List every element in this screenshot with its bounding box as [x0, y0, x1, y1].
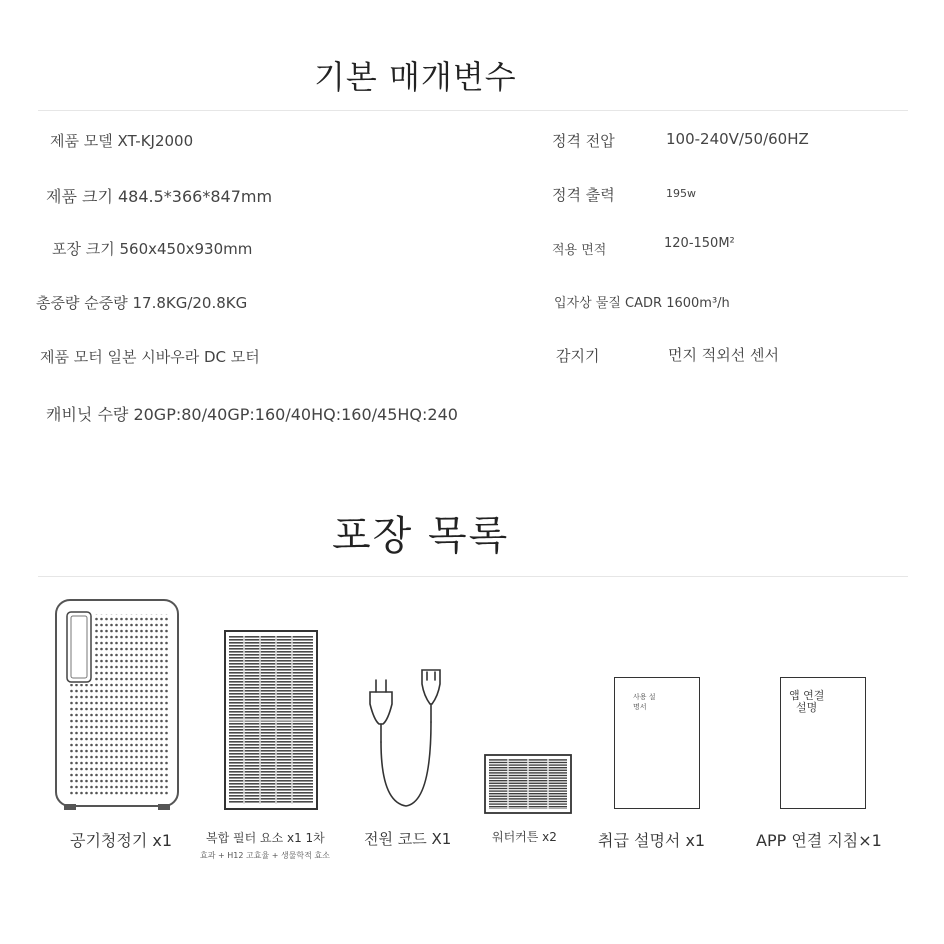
- air-purifier-icon: [54, 598, 182, 812]
- app-guide-icon-text: 앱 연결: [789, 689, 825, 702]
- caption-water-curtain: 워터커튼 x2: [492, 830, 557, 844]
- spec-cadr: 입자상 물질 CADR 1600m³/h: [554, 296, 730, 311]
- package-title: 포장 목록: [332, 513, 510, 559]
- spec-model: 제품 모델 XT-KJ2000: [50, 132, 194, 150]
- caption-app-guide: APP 연결 지침×1: [756, 831, 882, 850]
- divider: [38, 576, 908, 577]
- spec-sensor-label: 감지기: [556, 347, 600, 365]
- spec-area-label: 적용 면적: [552, 243, 607, 258]
- spec-power-label: 정격 출력: [552, 186, 615, 204]
- spec-package-size: 포장 크기 560x450x930mm: [52, 240, 253, 258]
- manual-icon-text: 사용 설: [633, 693, 656, 701]
- caption-filter-sub: 효과 + H12 고효율 + 생물학적 효소: [200, 851, 330, 860]
- power-cord-icon: [366, 652, 450, 814]
- caption-filter: 복합 필터 요소 x1 1차: [206, 831, 325, 845]
- app-guide-icon-text: 설명: [796, 701, 818, 714]
- caption-power-cord: 전원 코드 X1: [364, 830, 452, 848]
- params-title: 기본 매개변수: [314, 58, 517, 96]
- manual-icon-text: 명서: [633, 703, 647, 711]
- spec-motor: 제품 모터 일본 시바우라 DC 모터: [40, 348, 260, 366]
- caption-air-purifier: 공기청정기 x1: [70, 831, 173, 850]
- filter-icon: [224, 630, 318, 810]
- spec-power-value: 195w: [666, 187, 696, 200]
- spec-size: 제품 크기 484.5*366*847mm: [46, 187, 273, 206]
- app-guide-icon: [780, 677, 866, 809]
- caption-manual: 취급 설명서 x1: [598, 831, 706, 850]
- spec-weight: 총중량 순중량 17.8KG/20.8KG: [36, 294, 248, 312]
- spec-voltage-label: 정격 전압: [552, 132, 615, 150]
- divider: [38, 110, 908, 111]
- spec-voltage-value: 100-240V/50/60HZ: [666, 130, 809, 148]
- spec-area-value: 120-150M²: [664, 236, 735, 251]
- water-curtain-icon: [484, 754, 572, 814]
- spec-cabinet: 캐비닛 수량 20GP:80/40GP:160/40HQ:160/45HQ:240: [46, 405, 458, 424]
- manual-icon: [614, 677, 700, 809]
- spec-sensor-value: 먼지 적외선 센서: [668, 346, 779, 364]
